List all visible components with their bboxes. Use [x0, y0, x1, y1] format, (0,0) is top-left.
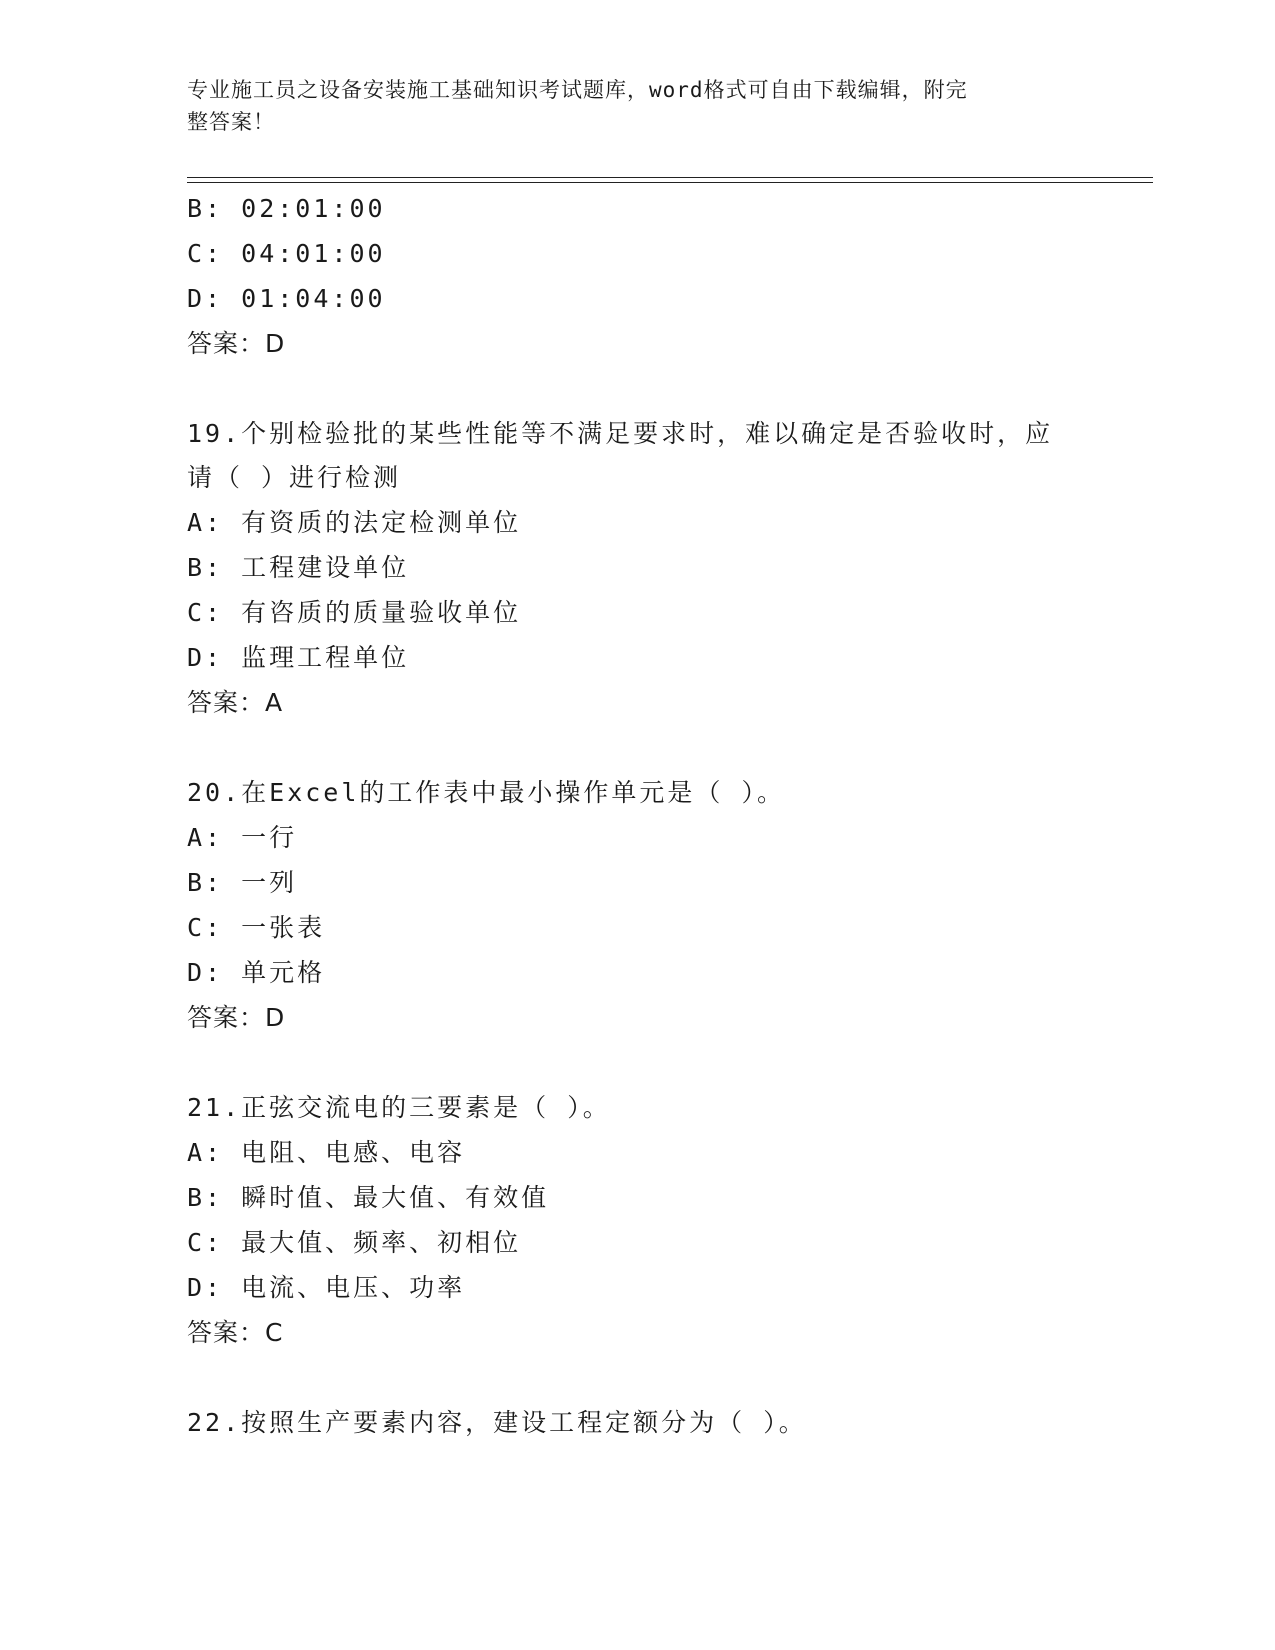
q18-option-d: D: 01:04:00 [187, 284, 386, 313]
q19-stem-line-1: 19.个别检验批的某些性能等不满足要求时，难以确定是否验收时，应 [187, 419, 1054, 448]
q18-answer: 答案：D [187, 329, 286, 358]
q20-stem: 20.在Excel的工作表中最小操作单元是（ ）。 [187, 778, 785, 807]
q20-option-d: D: 单元格 [187, 958, 326, 987]
header-line-1: 专业施工员之设备安装施工基础知识考试题库，word格式可自由下载编辑，附完 [187, 78, 968, 102]
q21-answer: 答案：C [187, 1318, 284, 1347]
header-rule-bottom [187, 182, 1153, 183]
header-rule-top [187, 177, 1153, 178]
q21-option-a: A: 电阻、电感、电容 [187, 1138, 466, 1167]
q19-answer: 答案：A [187, 688, 284, 717]
q21-option-b: B: 瞬时值、最大值、有效值 [187, 1183, 550, 1212]
q19-option-c: C: 有咨质的质量验收单位 [187, 598, 522, 627]
q20-option-b: B: 一列 [187, 868, 298, 897]
q19-option-a: A: 有资质的法定检测单位 [187, 508, 522, 537]
q21-option-c: C: 最大值、频率、初相位 [187, 1228, 522, 1257]
q18-option-b: B: 02:01:00 [187, 194, 386, 223]
q19-option-b: B: 工程建设单位 [187, 553, 410, 582]
q21-option-d: D: 电流、电压、功率 [187, 1273, 466, 1302]
q20-option-a: A: 一行 [187, 823, 298, 852]
document-header [187, 74, 1067, 138]
q18-option-c: C: 04:01:00 [187, 239, 386, 268]
q21-stem: 21.正弦交流电的三要素是（ ）。 [187, 1093, 611, 1122]
q19-option-d: D: 监理工程单位 [187, 643, 410, 672]
q20-option-c: C: 一张表 [187, 913, 326, 942]
q19-stem-line-2: 请（ ）进行检测 [187, 463, 402, 492]
q20-answer: 答案：D [187, 1003, 286, 1032]
header-line-2: 整答案！ [187, 110, 275, 134]
q22-stem: 22.按照生产要素内容，建设工程定额分为（ ）。 [187, 1408, 807, 1437]
